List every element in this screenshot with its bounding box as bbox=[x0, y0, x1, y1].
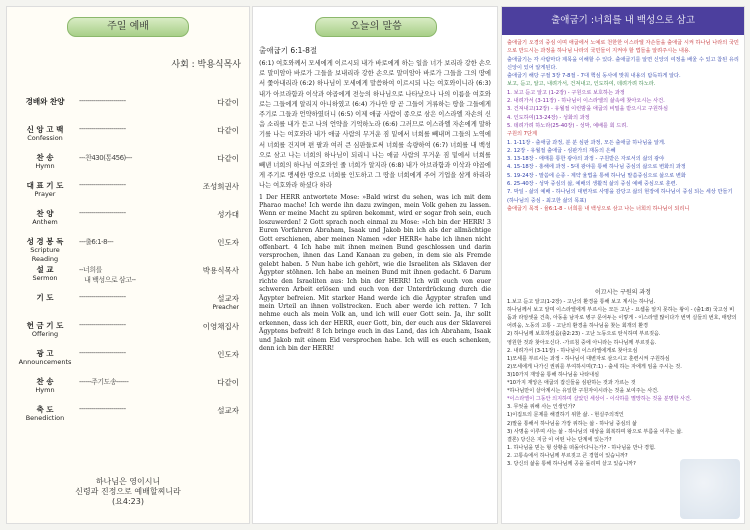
sermon-outline-title: 출애굽기 :너희를 내 백성으로 삼고 bbox=[502, 7, 744, 35]
scripture-title: 오늘의 말씀 bbox=[315, 17, 437, 37]
process-line: 하나님께서 보고 알며 이스라엘에게 부르시는 모든 고난 - 요셉을 알지 못하는 왕이 - (출1:8) 국고성 비돔과 라암셋을 건축, 아동을 남자로 병구 문어두는 이렇게 - 이스라엘 많이다가 번역 실들의 번호, 태양의 어려움, 노동의 고통 - 고난의 환경을 하나님을 찾는 회개의 환경 bbox=[507, 307, 737, 330]
outline-line: 출애굽기 오경의 중심 이며 애굽에서 노예로 천한한 이스라엘 자손들을 출애굽 시켜 하나님 나라의 국민으로 만드시는 과정을 하나님 나라의 국민들이 지켜야 할 법들을 알려주시는 내용. bbox=[507, 40, 739, 55]
outline-line: 2. 12장 - 유월절 출애굽 - 심판가의 재등의 은혜 bbox=[507, 147, 616, 154]
outline-line: 3. 13-18장 - 애매를 통한 광야의 과정 - 구원받은 자로서의 삶의 광야 bbox=[507, 156, 665, 163]
order-label-ko: 신 앙 고 백 bbox=[26, 125, 64, 134]
order-leader-name: 다같이 bbox=[217, 98, 239, 107]
decorative-image bbox=[680, 459, 740, 519]
presider-label: 사회 : 박용식목사 bbox=[171, 60, 241, 70]
outline-intro bbox=[507, 39, 739, 213]
order-detail: ----------------------- bbox=[79, 209, 126, 217]
outline-line: 구원의 7단계 bbox=[507, 131, 538, 138]
outline-line: 보고, 듣고, 알고, 내려가서, 건져내고, 인도하여, 데려가려 하노라. bbox=[507, 81, 656, 88]
outline-line: 2. 내려가서 (3-11장) - 하나님이 이스라엘의 삶속에 찾아오시는 사건. bbox=[507, 98, 665, 105]
order-leader bbox=[179, 265, 239, 276]
closing-verse-line: 하나님은 영이시니 bbox=[95, 477, 161, 486]
order-leader bbox=[179, 125, 239, 136]
order-label-ko: 헌 금 기 도 bbox=[26, 321, 64, 330]
order-label bbox=[17, 125, 73, 143]
order-leader-name: 이영채집사 bbox=[202, 322, 239, 331]
order-label-ko: 경배와 찬양 bbox=[25, 97, 65, 106]
order-leader bbox=[179, 377, 239, 388]
closing-verse-line: 신령과 진정으로 예배할찌니라 bbox=[75, 487, 181, 496]
scripture-reference: 출애굽기 6:1-8절 bbox=[259, 46, 318, 55]
order-row bbox=[17, 97, 243, 121]
order-label-en: Anthem bbox=[32, 218, 58, 226]
order-label bbox=[17, 181, 73, 199]
outline-line: 7. 막일 - 삶의 예배 - 하나님의 대변자로 사명을 감당고 삶의 현장에 하나님이 중심 되는 세상 만들기(하나님의 중심 - 최고한 삶의 목표) bbox=[507, 189, 733, 204]
process-line: 3)10가지 재앙을 통해 하나님을 나타내심 bbox=[507, 371, 599, 378]
order-detail: ----------------------- bbox=[79, 97, 126, 105]
order-leader-name: 성가대 bbox=[217, 210, 239, 219]
order-row bbox=[17, 209, 243, 233]
order-label bbox=[17, 321, 73, 339]
outline-line: 5. 데려가려 하노라(25-40장) - 성막, 예배를 회 드려. bbox=[507, 122, 628, 129]
order-detail: ----------------------- bbox=[79, 293, 126, 301]
order-leader-name: 다같이 bbox=[217, 154, 239, 163]
order-label-en: Sermon bbox=[32, 274, 58, 282]
process-line: 3. 당신의 삶을 통해 하나님께 공을 돌리며 살고 있습니까? bbox=[507, 460, 636, 467]
scripture-german: 1 Der HERR antwortete Mose: »Bald wirst du sehen, was ich mit dem Pharao mache! Ich werde ihn dazu zwingen, mein Volk gehen zu lassen. Wenn er meine Macht zu spüren bekommt, wird er sogar froh sein, euch loszuwerden! 2 Gott sprach noch einmal zu Mose: »Ich bin der HERR! 3 Euren Vorfahren Abraham, Isaak und Jakob bin ich als der allmächtige Gott erschienen, aber meinen Namen »der HERR« habe ich ihnen nicht offenbart. 4 Ich habe mit ihnen meinen Bund geschlossen und darin versprochen, ihnen das Land Kanaan zu geben, in dem sie als Fremde gelebt haben. 5 Nun habe ich gehört, wie die Israeliten als Sklaven der Ägypter stöhnen. Ich habe an meinen Bund mit ihnen gedacht. 6 Darum richte den Israeliten aus: Ich bin der HERR! Ich will euch von euer schweren Arbeit erlösen und euch von der Unterdrückung durch die Ägypter befreien. Mit starker Hand werde ich die Ägypter strafen und mein Urteil an ihnen vollstrecken. Euch aber werde ich retten. 7 Ich nehme euch als mein Volk an, und ich will euer Gott sein. Ja, ihr sollt erkennen, dass ich der HERR, euer Gott, bin, der euch aus der Sklaverei Ägyptens befreit! 8 Ich bringe euch in das Land, das ich Abraham, Isaak und Jakob mit einem Eid versprochen habe. Ich will es euch schenken, denn ich bin der HERR! bbox=[259, 193, 491, 352]
order-leader-name: 조성희권사 bbox=[202, 182, 239, 191]
order-label-en: Prayer bbox=[34, 190, 56, 198]
order-leader bbox=[179, 405, 239, 416]
order-label-en: Announcements bbox=[18, 358, 72, 366]
order-row bbox=[17, 377, 243, 401]
order-label-ko: 광 고 bbox=[36, 349, 54, 358]
process-line: 2. 내려가서 (3-11장) - 하나님이 이스라엘에게로 찾아오심 bbox=[507, 347, 638, 354]
order-label-ko: 기 도 bbox=[36, 293, 54, 302]
scripture-panel bbox=[252, 6, 498, 524]
process-line: 3) 사명을 이루며 사는 삶 - 하나님의 대상을 회복하며 왕으로 부름을 이루는 삶. bbox=[507, 428, 683, 435]
outline-line: 3. 건져내고(12장) - 유월절 이런밤을 애굽의 비밀을 받으시고 구원하심 bbox=[507, 106, 668, 113]
order-label bbox=[17, 405, 73, 423]
order-detail: ---찬430(통456)--- bbox=[79, 154, 132, 162]
sermon-outline-panel bbox=[501, 6, 745, 524]
order-detail: ----------------------- bbox=[79, 125, 126, 133]
process-title: 이끄시는 구원의 과정 bbox=[595, 289, 651, 296]
order-label-en: Hymn bbox=[35, 386, 55, 394]
process-line: 2)말을 통해서 하나님을 가장 위하는 삶 - 하나님 중심의 삶 bbox=[507, 420, 637, 427]
worship-order-panel bbox=[6, 6, 250, 524]
outline-process bbox=[507, 289, 739, 468]
order-row bbox=[17, 405, 243, 429]
process-line: 1)모세를 부르시는 과정 - 하나님이 대변자로 삼으시고 훈련시켜 구원하심 bbox=[507, 355, 670, 362]
outline-line: 4. 인도하여(13-24장) - 성화의 과정 bbox=[507, 114, 590, 121]
order-row bbox=[17, 237, 243, 261]
order-detail: ----------------------- bbox=[79, 321, 126, 329]
outline-line: 6. 25-40장 - 성막 중심의 삶, 예배의 생활적 삶의 중심 예배 중심으로 훈련. bbox=[507, 181, 678, 188]
process-line: 1. 하나님을 믿는 형 상황을 떠돌아다니는가? - 하나님을 만나 경험. bbox=[507, 444, 656, 451]
process-line: *이스라엘이 그동안 의지하며 살았던 세상이 - 이삭하를 멸망하는 것을 분명한 사건. bbox=[507, 396, 692, 403]
order-detail: ------주기도송------ bbox=[79, 378, 129, 386]
outline-line: 5. 19-24장 - 말씀에 순종 - 계약 율법을 통해 하나님 말씀중심으로 삶으로 변화 bbox=[507, 172, 686, 179]
closing-verse-line: (요4:23) bbox=[112, 497, 144, 506]
order-leader-name: 인도자 bbox=[217, 350, 239, 359]
process-line: 1)이집트의 문제를 해결하기 위한 삶. - 현실주의적인 bbox=[507, 412, 624, 419]
order-label bbox=[17, 237, 73, 264]
order-leader-name: 설교자 bbox=[217, 294, 239, 303]
process-line: 1.보고 듣고 알고(1-2장) - 고난의 환경을 통해 보고 계시는 하나님. bbox=[507, 299, 656, 306]
process-line: 영원한 것과 찾아오신다. -가르침 중에 아니라는 하나님께 부르짖음. bbox=[507, 339, 657, 346]
scripture-body bbox=[259, 59, 491, 355]
order-row bbox=[17, 265, 243, 289]
order-label-ko: 찬 송 bbox=[36, 377, 54, 386]
order-row bbox=[17, 181, 243, 205]
order-detail: ----------------------- bbox=[79, 405, 126, 413]
process-line: *하나님만이 살아계시는 유일한 구원자이시라는 것을 보여주는 사건. bbox=[507, 388, 659, 395]
order-detail: ----------------------- bbox=[79, 349, 126, 357]
order-leader-name: 박용식목사 bbox=[202, 266, 239, 275]
order-detail: --너희를 내 백성으로 삼고-- bbox=[79, 266, 136, 284]
order-leader bbox=[179, 153, 239, 164]
process-line: 2. 고통속에서 하나님께 부르짖고 큰 경험이 있습니까? bbox=[507, 452, 628, 459]
order-label bbox=[17, 209, 73, 227]
outline-line: 출애굽기 해당 구절 3장 7-8절 - 7대 핵심 동사에 맞춰 내용의 탐독하게 알다. bbox=[507, 73, 681, 80]
order-label bbox=[17, 97, 73, 106]
order-leader-name: 인도자 bbox=[217, 238, 239, 247]
process-line: 결론) 당신은 지금 이 어떤 나는 단계에 있는가? bbox=[507, 436, 612, 443]
order-label bbox=[17, 293, 73, 302]
order-label-en: Benediction bbox=[25, 414, 65, 422]
outline-line: 1. 보고 듣고 알고 (1-2장) - 구원으로 보호하는 과정 bbox=[507, 89, 625, 96]
order-row bbox=[17, 293, 243, 317]
order-label-en: Offering bbox=[31, 330, 59, 338]
outline-line: 출애굽기는 각 사람마다 제목을 이해할 수 있다. 출애굽기를 알면 신앙의 여정을 배울 수 있고 참된 유리 신앙이 있어 알게된다. bbox=[507, 56, 739, 71]
order-leader-name: 다같이 bbox=[217, 378, 239, 387]
order-row bbox=[17, 153, 243, 177]
order-leader bbox=[179, 181, 239, 192]
order-leader-en: Preacher bbox=[212, 304, 239, 311]
order-row bbox=[17, 125, 243, 149]
order-detail: ----------------------- bbox=[79, 181, 126, 189]
order-label-en: Confession bbox=[27, 134, 63, 142]
order-label-en: Scripture Reading bbox=[30, 246, 60, 263]
process-line: 2) 하나님께 보호하셨음(출2:23) - 고난 노동으로 탄식하며 부르짖음. bbox=[507, 331, 661, 338]
worship-title: 주일 예배 bbox=[67, 17, 189, 37]
process-line: 2)모세에게 나가신 권위를 부여하시며(7:1) - 출세 하는 자에게 임을 주시는 것. bbox=[507, 363, 682, 370]
order-leader bbox=[179, 209, 239, 220]
outline-line: 1. 1-11장 - 출애굽 과정, 분 분 심판 과정, 모든 출애굽 하나님을 알게. bbox=[507, 139, 666, 146]
order-label bbox=[17, 349, 73, 367]
order-leader-name: 설교자 bbox=[217, 406, 239, 415]
order-label-ko: 찬 송 bbox=[36, 153, 54, 162]
order-label bbox=[17, 153, 73, 171]
outline-line: 출애굽기 목적 - 율6:1-8 - 너희를 내 백성으로 삼고 나는 너희의 하나님이 되리니 bbox=[507, 205, 690, 212]
process-line: 3. 무엇을 위해 사는 인생인가? bbox=[507, 404, 576, 411]
order-label-ko: 축 도 bbox=[36, 405, 54, 414]
order-detail: ---출6:1-8--- bbox=[79, 238, 114, 246]
outline-line: 4. 15-18장 - 홍해에 과정 - 5대 광야를 통해 하나님 중심의 삶으로 변화의 과정 bbox=[507, 164, 686, 171]
order-leader bbox=[179, 349, 239, 360]
process-line: *10가지 재앙은 애굽의 잡신들을 심판하는 것과 가르는 것 bbox=[507, 380, 636, 387]
order-leader bbox=[179, 97, 239, 108]
order-label-en: Hymn bbox=[35, 162, 55, 170]
order-row bbox=[17, 349, 243, 373]
order-label bbox=[17, 377, 73, 395]
order-leader bbox=[179, 237, 239, 248]
order-label-ko: 대 표 기 도 bbox=[26, 181, 64, 190]
order-leader bbox=[179, 321, 239, 332]
scripture-korean: (6:1) 여호와께서 모세에게 이르시되 내가 바로에게 하는 일을 너가 보리라 강한 손으로 말미암아 바로가 그들을 보내리라 강한 손으로 말미암아 바로가 그들을 그의 땅에서 쫓아내리라 (6:2) 하나님이 모세에게 말씀하여 이르시되 나는 여호와이니라 (6:3) 내가 아브라함과 이삭과 야곱에게 전능의 하나님으로 나타났으나 나의 이름을 여호와로는 그들에게 알리지 아니하였고 (6:4) 가나안 땅 곧 그들이 거류하는 땅을 그들에게 주기로 그들과 언약하였더니 (6:5) 이제 애굽 사람이 종으로 삼은 이스라엘 자손의 신음 소리를 내가 듣고 나의 언약을 기억하노라 (6:6) 그러므로 이스라엘 자손에게 말하기를 나는 여호와라 내가 애굽 사람의 무거운 짐 밑에서 너희를 빼내며 그들의 노역에서 너희를 건지며 편 팔과 여러 큰 심판들로써 너희를 속량하여 (6:7) 너희를 내 백성으로 삼고 나는 너희의 하나님이 되리니 나는 애굽 사람의 무거운 짐 밑에서 너희를 빼낸 너희의 하나님 여호와인 줄 너희가 알지라 (6:8) 내가 아브라함과 이삭과 야곱에게 주기로 맹세한 땅으로 너희를 인도하고 그 땅을 너희에게 주어 기업을 삼게 하리라 나는 여호와라 하셨다 하라 bbox=[259, 60, 491, 190]
closing-verse bbox=[7, 477, 249, 507]
order-label-ko: 성 경 봉 독 bbox=[26, 237, 64, 246]
order-label-ko: 설 교 bbox=[36, 265, 54, 274]
order-leader bbox=[179, 293, 239, 311]
order-label bbox=[17, 265, 73, 283]
order-row bbox=[17, 321, 243, 345]
order-label-ko: 찬 양 bbox=[36, 209, 54, 218]
order-leader-name: 다같이 bbox=[217, 126, 239, 135]
